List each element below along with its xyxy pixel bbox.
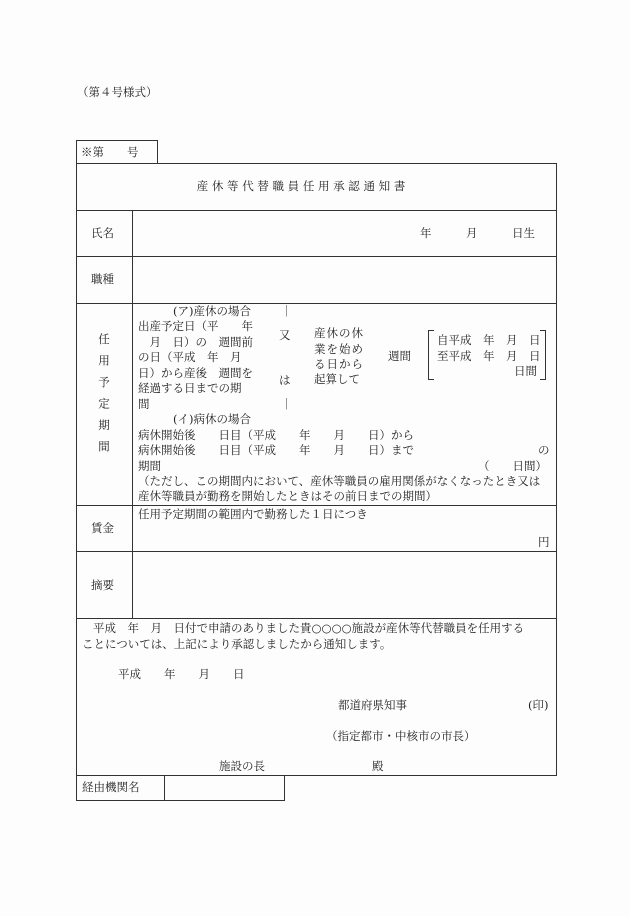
recipient: 施設の長	[219, 759, 265, 773]
via-label: 経由機関名	[82, 780, 140, 794]
honorific: 殿	[372, 759, 384, 773]
mid-line: る日から	[314, 357, 364, 371]
notice-line: 平成 年 月 日付で申請のありました貴○○○○施設が産休等代替職員を任用する	[93, 621, 525, 635]
right-bracket	[540, 330, 546, 380]
job-label: 職種	[91, 272, 114, 286]
or-text: 又	[279, 328, 291, 342]
left-bracket	[428, 330, 434, 380]
name-label: 氏名	[91, 226, 114, 240]
issuer-alt: （指定都市・中核市の市長）	[326, 729, 476, 743]
birth-date[interactable]: 年 月 日生	[420, 226, 535, 240]
serial-number: ※第 号	[81, 145, 139, 159]
case-a-line: 月 日）の 週間前	[138, 335, 253, 349]
form-number: （第４号様式）	[77, 85, 158, 99]
or-text: は	[279, 373, 291, 387]
case-a-line: 日）から産後 週間を	[138, 366, 253, 380]
remarks-label: 摘要	[91, 578, 114, 592]
note-line: （ただし、この期間内において、産休等職員の雇用関係がなくなったとき又は	[138, 474, 541, 488]
bracket-bar: ｜	[281, 397, 293, 411]
wage-unit: 円	[538, 535, 550, 549]
seal: (印)	[528, 698, 549, 712]
to-date[interactable]: 至平成 年 月 日	[437, 349, 541, 363]
case-b-no: の	[538, 443, 550, 457]
weeks-text: 週間	[388, 349, 411, 363]
case-b-line: 病休開始後 日目（平成 年 月 日）から	[138, 428, 414, 442]
notice-line: ことについては、上記により承認しましたから通知します。	[82, 637, 392, 651]
mid-line: 起算して	[314, 372, 360, 386]
case-a-line: 経過する日までの期	[138, 381, 242, 395]
case-b-line: 期間	[138, 459, 161, 473]
wage-label: 賃金	[91, 521, 114, 535]
case-b-days: （ 日間）	[478, 459, 547, 473]
note-line: 産休等職員が勤務を開始したときはその前日までの期間）	[138, 489, 437, 503]
case-a-heading: (ア)産休の場合	[173, 304, 251, 318]
case-a-line: の日（平成 年 月	[138, 350, 242, 364]
notice-date[interactable]: 平成 年 月 日	[118, 667, 245, 681]
period-label: 任用予定期間	[97, 333, 111, 462]
case-a-line: 出産予定日（平 年	[138, 319, 253, 333]
days-text: 日間	[514, 364, 537, 378]
case-b-line: 病休開始後 日目（平成 年 月 日）まで	[138, 443, 414, 457]
wage-text: 任用予定期間の範囲内で勤務した１日につき	[138, 507, 368, 521]
issuer: 都道府県知事	[338, 698, 407, 712]
form-title: 産 休 等 代 替 職 員 任 用 承 認 通 知 書	[196, 179, 406, 193]
bracket-bar: ｜	[281, 304, 293, 318]
from-date[interactable]: 自平成 年 月 日	[437, 333, 541, 347]
case-b-heading: (イ)病休の場合	[173, 412, 251, 426]
case-a-line: 間	[138, 397, 150, 411]
mid-line: 産休の休	[314, 326, 364, 340]
mid-line: 業を始め	[314, 342, 364, 356]
